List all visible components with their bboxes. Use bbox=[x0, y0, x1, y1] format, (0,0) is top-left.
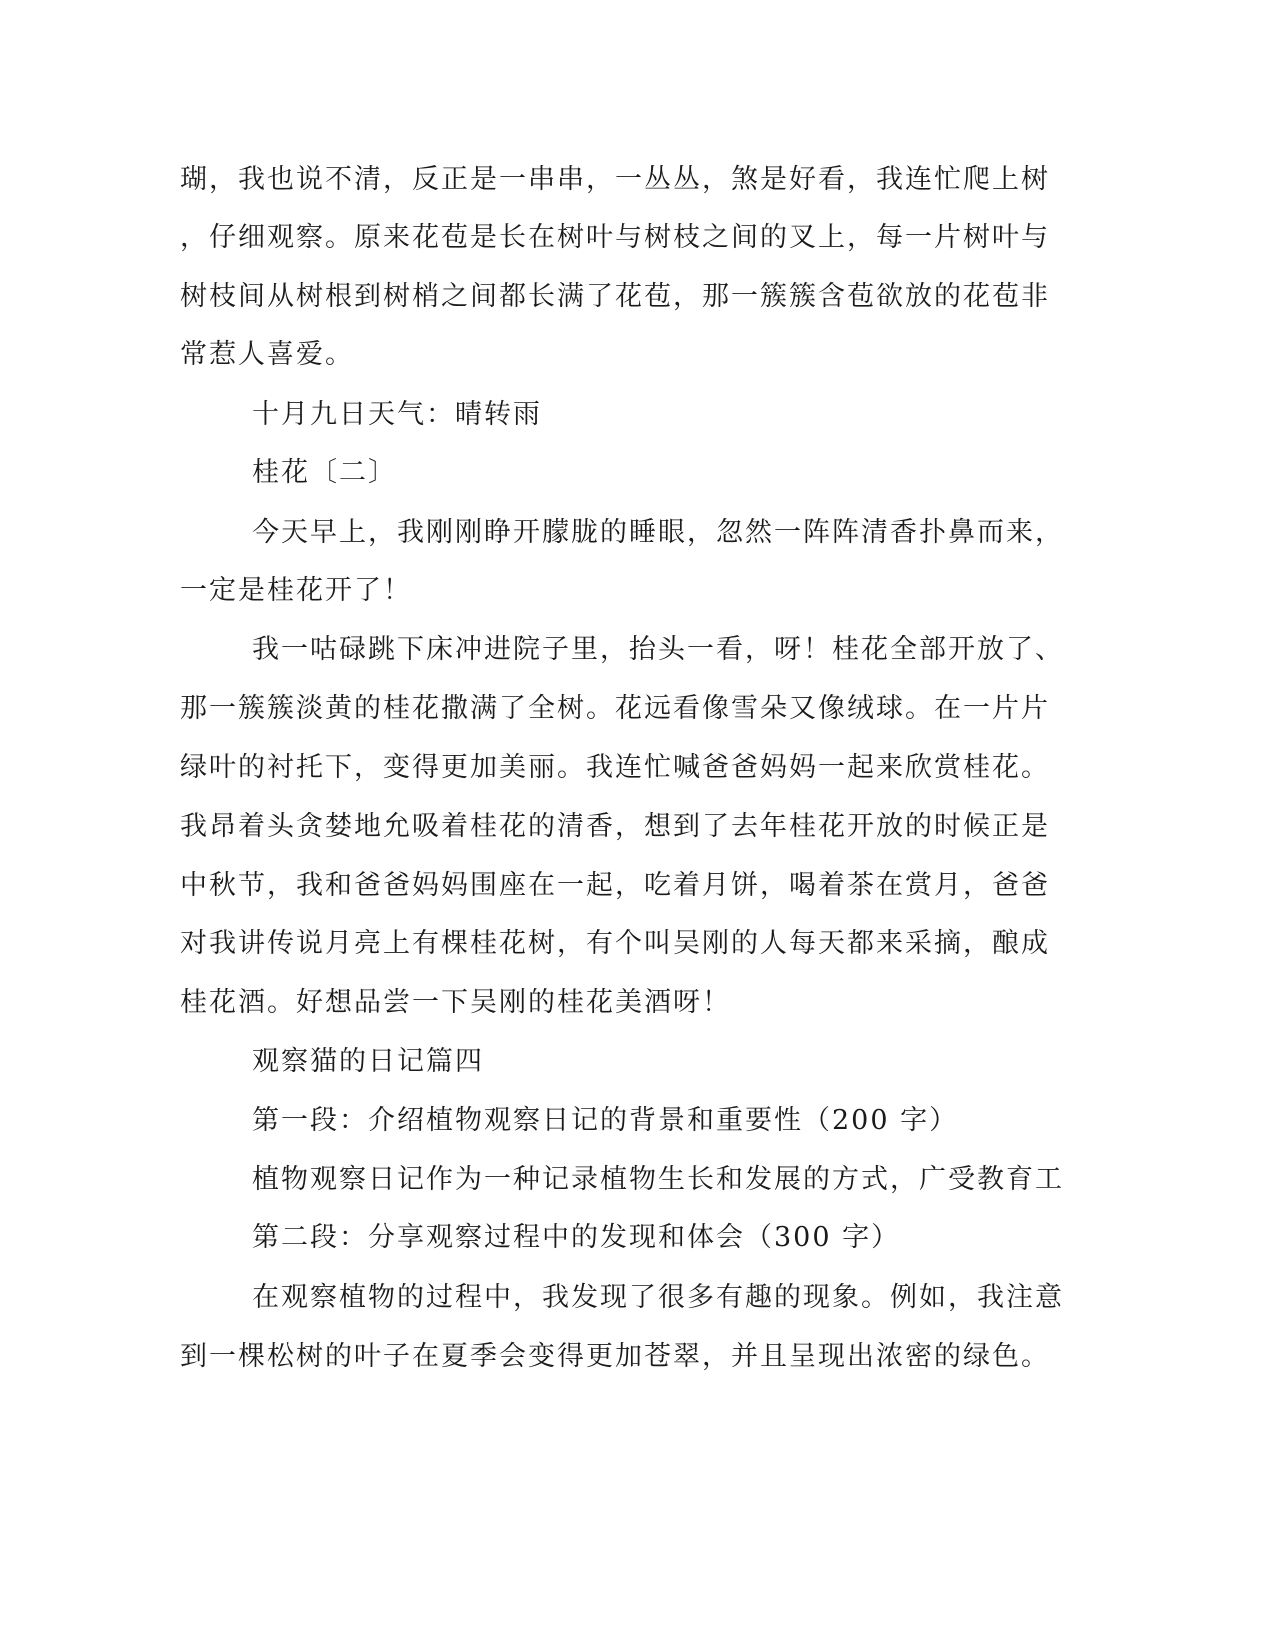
text-line: 一定是桂花开了！ bbox=[180, 575, 412, 606]
paragraph-heading: 第二段：分享观察过程中的发现和体会（300 字） bbox=[252, 1222, 901, 1253]
date-weather-heading: 十月九日天气：晴转雨 bbox=[252, 399, 542, 430]
text-line: 绿叶的衬托下，变得更加美丽。我连忙喊爸爸妈妈一起来欣赏桂花。 bbox=[180, 752, 1050, 783]
text-line: 在观察植物的过程中，我发现了很多有趣的现象。例如，我注意 bbox=[252, 1282, 1064, 1313]
text-line: ，仔细观察。原来花苞是长在树叶与树枝之间的叉上，每一片树叶与 bbox=[180, 222, 1050, 253]
text-line: 瑚，我也说不清，反正是一串串，一丛丛，煞是好看，我连忙爬上树 bbox=[180, 164, 1050, 195]
text-line: 植物观察日记作为一种记录植物生长和发展的方式，广受教育工 bbox=[252, 1164, 1064, 1195]
text-line: 我一咕碌跳下床冲进院子里，抬头一看，呀！桂花全部开放了、 bbox=[252, 634, 1064, 665]
text-line: 我昂着头贪婪地允吸着桂花的清香，想到了去年桂花开放的时候正是 bbox=[180, 811, 1050, 842]
text-line: 常惹人喜爱。 bbox=[180, 339, 354, 370]
section-title: 桂花〔二〕 bbox=[252, 457, 397, 488]
text-line: 桂花酒。好想品尝一下吴刚的桂花美酒呀！ bbox=[180, 987, 731, 1018]
text-line: 那一簇簇淡黄的桂花撒满了全树。花远看像雪朵又像绒球。在一片片 bbox=[180, 693, 1050, 724]
section-title: 观察猫的日记篇四 bbox=[252, 1046, 484, 1077]
text-line: 到一棵松树的叶子在夏季会变得更加苍翠，并且呈现出浓密的绿色。 bbox=[180, 1341, 1050, 1372]
text-line: 中秋节，我和爸爸妈妈围座在一起，吃着月饼，喝着茶在赏月，爸爸 bbox=[180, 870, 1050, 901]
text-line: 树枝间从树根到树梢之间都长满了花苞，那一簇簇含苞欲放的花苞非 bbox=[180, 281, 1050, 312]
paragraph-heading: 第一段：介绍植物观察日记的背景和重要性（200 字） bbox=[252, 1105, 959, 1136]
text-line: 今天早上，我刚刚睁开朦胧的睡眼，忽然一阵阵清香扑鼻而来， bbox=[252, 517, 1064, 548]
text-line: 对我讲传说月亮上有棵桂花树，有个叫吴刚的人每天都来采摘，酿成 bbox=[180, 928, 1050, 959]
